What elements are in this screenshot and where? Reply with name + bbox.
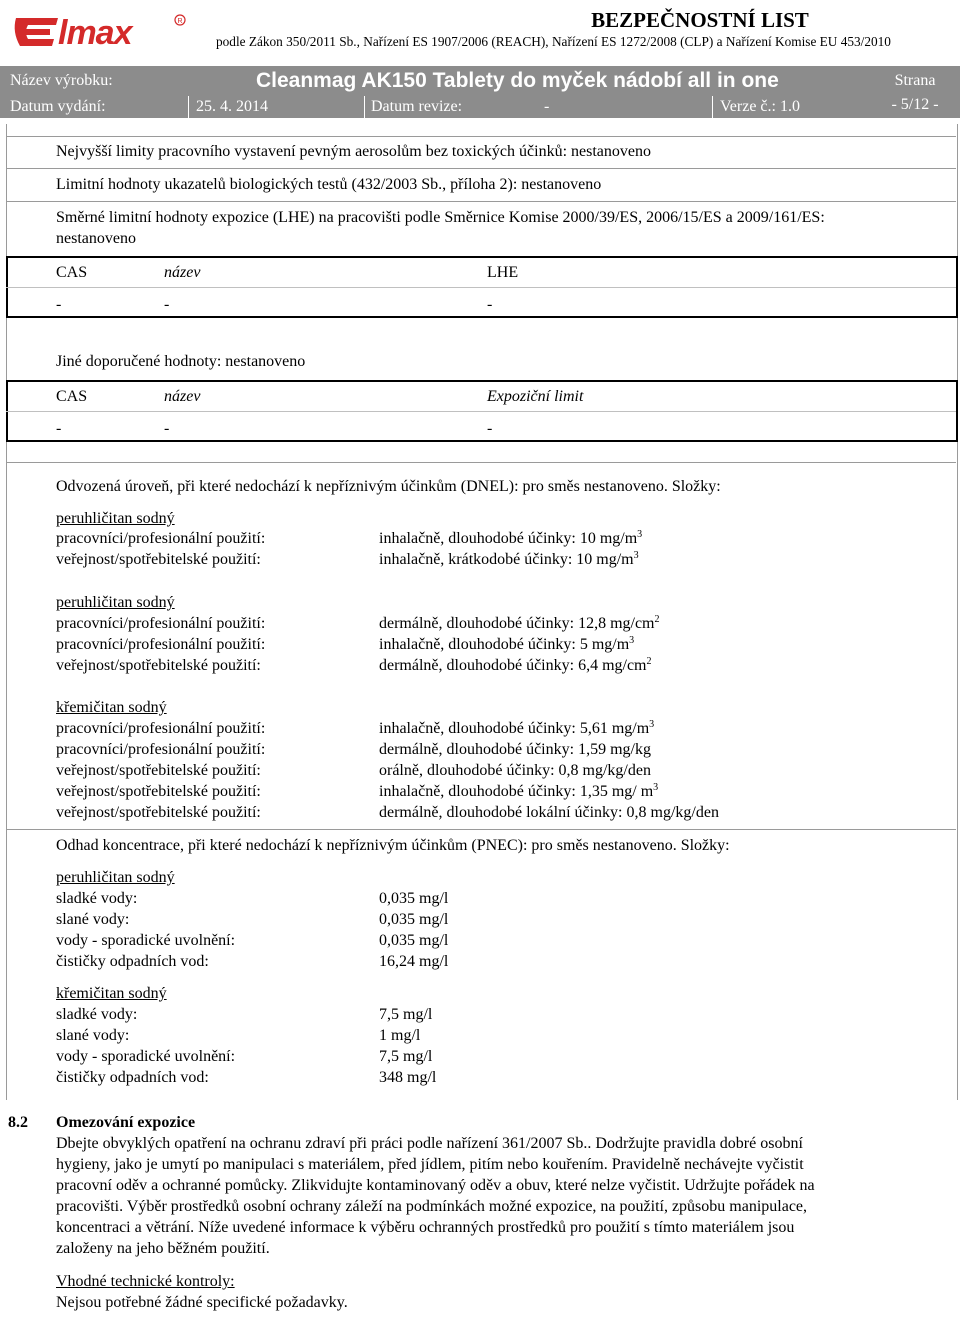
section-title: Omezování expozice xyxy=(56,1114,196,1131)
pnec-value: 16,24 mg/l xyxy=(379,953,449,970)
dnel-use: veřejnost/spotřebitelské použití: xyxy=(56,657,261,674)
dnel-value: inhalačně, dlouhodobé účinky: 5 $mg/m^3$ xyxy=(379,635,635,653)
exposure-cell-cas: - xyxy=(56,420,62,437)
directive-text-line2: nestanoveno xyxy=(56,230,136,247)
elmax-logo xyxy=(10,8,190,56)
page-box xyxy=(870,66,960,118)
technical-controls-heading: Vhodné technické kontroly: xyxy=(56,1273,235,1290)
section-paragraph-line: pracovišti. Výběr prostředků osobní ochrany záleží na podmínkách možné expozice, na použití, způsobu manipulace, xyxy=(56,1198,808,1215)
pnec-value: 7,5 mg/l xyxy=(379,1048,433,1065)
pnec-intro: Odhad koncentrace, při které nedochází k nepříznivým účinkům (PNEC): pro směs nestanoveno. Složky: xyxy=(56,837,730,854)
date-band xyxy=(0,96,960,118)
lhe-col-name: název xyxy=(164,264,201,281)
dnel-use: veřejnost/spotřebitelské použití: xyxy=(56,804,261,821)
section-paragraph-line: založeny na jeho běžném použití. xyxy=(56,1240,270,1257)
section-paragraph-line: Dbejte obvyklých opatření na ochranu zdraví při práci podle nařízení 361/2007 Sb.. Dodržujte pravidla dobré osobní xyxy=(56,1135,803,1152)
pnec-value: 0,035 mg/l xyxy=(379,932,449,949)
product-label: Název výrobku: xyxy=(10,72,113,89)
pnec-medium: sladké vody: xyxy=(56,1006,138,1023)
dnel-value: inhalačně, krátkodobé účinky: 10 $mg/m^3$ xyxy=(379,550,639,568)
pnec-medium: vody - sporadické uvolnění: xyxy=(56,932,236,949)
product-name: Cleanmag AK150 Tablety do myček nádobí all in one xyxy=(256,69,779,92)
lhe-col-value: LHE xyxy=(487,264,519,281)
dnel-value: inhalačně, dlouhodobé účinky: 5,61 $mg/m^3$ xyxy=(379,719,655,737)
product-band xyxy=(0,66,960,96)
pnec-medium: sladké vody: xyxy=(56,890,138,907)
svg-text:lmax: lmax xyxy=(58,14,132,52)
pnec-value: 348 mg/l xyxy=(379,1069,437,1086)
svg-text:R: R xyxy=(177,18,183,25)
biological-limit-text: Limitní hodnoty ukazatelů biologických testů (432/2003 Sb., příloha 2): nestanoveno xyxy=(56,176,602,193)
lhe-col-cas: CAS xyxy=(56,264,88,281)
dnel-use: veřejnost/spotřebitelské použití: xyxy=(56,762,261,779)
dnel-substance-1: peruhličitan sodný xyxy=(56,510,175,527)
dnel-use: veřejnost/spotřebitelské použití: xyxy=(56,551,261,568)
lhe-cell-name: - xyxy=(164,296,170,313)
revision-label: Datum revize: xyxy=(371,98,463,115)
dnel-value: dermálně, dlouhodobé účinky: 1,59 mg/kg xyxy=(379,741,651,758)
lhe-cell-cas: - xyxy=(56,296,62,313)
section-number: 8.2 xyxy=(8,1114,28,1131)
pnec-value: 0,035 mg/l xyxy=(379,911,449,928)
pnec-medium: slané vody: xyxy=(56,1027,130,1044)
sheet-title: BEZPEČNOSTNÍ LIST xyxy=(591,8,809,32)
version-label: Verze č.: 1.0 xyxy=(720,98,800,115)
aerosol-limit-text: Nejvyšší limity pracovního vystavení pevným aerosolům bez toxických účinků: nestanoveno xyxy=(56,143,651,160)
dnel-use: pracovníci/profesionální použití: xyxy=(56,530,266,547)
exposure-cell-value: - xyxy=(487,420,493,437)
other-values-text: Jiné doporučené hodnoty: nestanoveno xyxy=(56,353,306,370)
dnel-use: pracovníci/profesionální použití: xyxy=(56,741,266,758)
directive-text-line1: Směrné limitní hodnoty expozice (LHE) na pracovišti podle Směrnice Komise 2000/39/ES, 2006/15/ES a 2009/161/ES: xyxy=(56,209,825,226)
lhe-cell-value: - xyxy=(487,296,493,313)
pnec-value: 7,5 mg/l xyxy=(379,1006,433,1023)
exposure-cell-name: - xyxy=(164,420,170,437)
pnec-substance-2: křemičitan sodný xyxy=(56,985,167,1002)
dnel-value: dermálně, dlouhodobé lokální účinky: 0,8 mg/kg/den xyxy=(379,804,719,821)
pnec-medium: vody - sporadické uvolnění: xyxy=(56,1048,236,1065)
dnel-use: veřejnost/spotřebitelské použití: xyxy=(56,783,261,800)
section-paragraph-line: hygieny, jako je umytí po manipulaci s materiálem, před jídlem, pitím nebo kouřením. Pravidelně nechávejte vyčistit xyxy=(56,1156,804,1173)
exposure-col-cas: CAS xyxy=(56,388,88,405)
dnel-use: pracovníci/profesionální použití: xyxy=(56,615,266,632)
dnel-use: pracovníci/profesionální použití: xyxy=(56,636,266,653)
dnel-intro: Odvozená úroveň, při které nedochází k nepříznivým účinkům (DNEL): pro směs nestanoveno. Složky: xyxy=(56,478,721,495)
dnel-substance-2: peruhličitan sodný xyxy=(56,594,175,611)
issue-date: 25. 4. 2014 xyxy=(196,98,268,115)
page-label: Strana xyxy=(894,72,936,89)
dnel-use: pracovníci/profesionální použití: xyxy=(56,720,266,737)
dnel-value: orálně, dlouhodobé účinky: 0,8 mg/kg/den xyxy=(379,762,651,779)
issue-label: Datum vydání: xyxy=(10,98,106,115)
page-number: - 5/12 - xyxy=(891,96,939,113)
pnec-value: 1 mg/l xyxy=(379,1027,421,1044)
dnel-value: dermálně, dlouhodobé účinky: 12,8 $mg/cm^2$ xyxy=(379,614,660,632)
sheet-subtitle: podle Zákon 350/2011 Sb., Nařízení ES 1907/2006 (REACH), Nařízení ES 1272/2008 (CLP) a Nařízení Komise EU 453/2010 xyxy=(216,34,891,49)
exposure-col-name: název xyxy=(164,388,201,405)
section-paragraph-line: koncentraci a větrání. Níže uvedené informace k výběru ochranných prostředků pro použití s tímto materiálem jsou xyxy=(56,1219,795,1236)
dnel-value: dermálně, dlouhodobé účinky: 6,4 $mg/cm^2$ xyxy=(379,656,652,674)
dnel-substance-3: křemičitan sodný xyxy=(56,699,167,716)
dnel-value: inhalačně, dlouhodobé účinky: 10 $mg/m^3$ xyxy=(379,529,643,547)
revision-value: - xyxy=(544,98,550,115)
technical-controls-text: Nejsou potřebné žádné specifické požadavky. xyxy=(56,1294,348,1311)
pnec-substance-1: peruhličitan sodný xyxy=(56,869,175,886)
pnec-medium: slané vody: xyxy=(56,911,130,928)
pnec-medium: čističky odpadních vod: xyxy=(56,1069,209,1086)
dnel-value: inhalačně, dlouhodobé účinky: 1,35 mg/ $m^3$ xyxy=(379,782,659,800)
pnec-value: 0,035 mg/l xyxy=(379,890,449,907)
section-paragraph-line: pracovní oděv a ochranné pomůcky. Zlikvidujte kontaminovaný oděv a obuv, které nelze vyčistit. Udržujte pořádek na xyxy=(56,1177,815,1194)
pnec-medium: čističky odpadních vod: xyxy=(56,953,209,970)
exposure-col-value: Expoziční limit xyxy=(487,388,584,405)
